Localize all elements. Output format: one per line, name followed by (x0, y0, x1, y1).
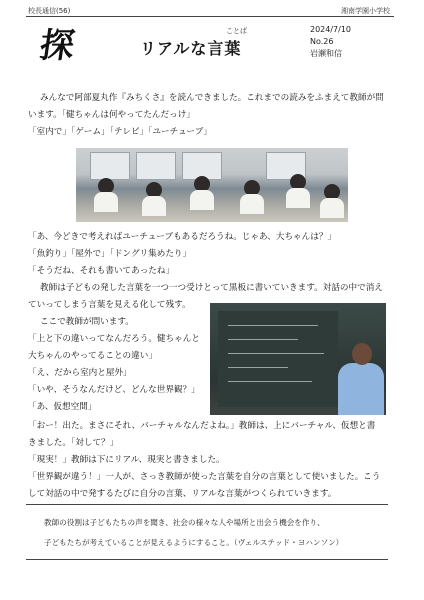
paragraph-line: ここで教師が問います。 (40, 317, 134, 327)
header-divider (26, 16, 394, 17)
paragraph-line: ていってしまう言葉を見える化して残す。 (28, 300, 191, 310)
student-body (286, 188, 310, 208)
paragraph-line: 「いや、そうなんだけど、どんな世界観？」 (28, 385, 200, 395)
paragraph-line: 「魚釣り」「屋外で」「ドングリ集めたり」 (28, 249, 192, 259)
newsletter-series: 校長通信(56) (28, 7, 71, 15)
paragraph-line: 「おー！出た。まさにそれ、バーチャルなんだよね。」教師は、上にバーチャル、仮想と書 (28, 421, 376, 431)
title-block (140, 26, 290, 66)
student-body (190, 190, 214, 210)
quote-box (26, 504, 388, 560)
paragraph-line: きました。「対して？」 (28, 438, 119, 448)
teacher-figure (338, 363, 384, 415)
issue-meta (310, 24, 390, 60)
page-title: リアルな言葉 (140, 39, 242, 58)
paragraph-line: 「え、だから室内と屋外」 (28, 368, 132, 378)
author-name: 岩瀬和信 (310, 49, 342, 58)
paragraph-line: 教師は子どもの発した言葉を一つ一つ受けとって黒板に書いていきます。対話の中で消え (40, 283, 383, 293)
quote-line: 子どもたちが考えていることが見えるようにすること。（ヴェルステッド・ヨハンソン） (44, 538, 344, 547)
paragraph-line: みんなで阿部夏丸作『みちくさ』を読んできました。これまでの読みをふまえて教師が問 (40, 93, 384, 103)
student-body (142, 196, 166, 216)
newsletter-logo: 探 (37, 26, 77, 66)
paragraph-line: 「上と下の違いってなんだろう。健ちゃんと (28, 334, 200, 344)
paragraph-line: 「世界観が違う！」一人が、さっき教師が使った言葉を自分の言葉として使いました。こう (28, 472, 381, 482)
window-shape (90, 152, 130, 180)
paragraph-line: います。「健ちゃんは何やってたんだっけ」 (28, 110, 195, 120)
school-name: 湘南学園小学校 (341, 7, 390, 15)
paragraph-line: 「室内で」「ゲーム」「テレビ」「ユーチューブ」 (28, 127, 212, 137)
quote-line: 教師の役割は子どもたちの声を聞き、社会の様々な人や場所と出会う機会を作り、 (44, 518, 325, 527)
paragraph-line: 「現実！」教師は下にリアル、現実と書きました。 (28, 455, 225, 465)
student-body (240, 194, 264, 214)
issue-date: 2024/7/10 (310, 25, 352, 34)
window-shape (136, 152, 176, 180)
paragraph-line: 「そうだね、それも書いてあったね」 (28, 266, 175, 276)
paragraph-line: 「あ、今どきで考えればユーチューブもあるだろうね。じゃあ、大ちゃんは？」 (28, 232, 337, 242)
teacher-photo (210, 303, 386, 415)
issue-number: No.26 (310, 37, 334, 46)
paragraph-line: して対話の中で発するたびに自分の言葉、リアルな言葉がつくられていきます。 (28, 489, 337, 499)
classroom-photo (76, 148, 348, 222)
paragraph-line: 「あ、仮想空間」 (28, 402, 97, 412)
paragraph-line: 大ちゃんのやってることの違い」 (28, 351, 157, 361)
teacher-head (352, 343, 372, 365)
blackboard (218, 311, 338, 407)
student-body (320, 198, 344, 218)
title-ruby: ことば (226, 27, 247, 35)
student-body (94, 192, 118, 212)
